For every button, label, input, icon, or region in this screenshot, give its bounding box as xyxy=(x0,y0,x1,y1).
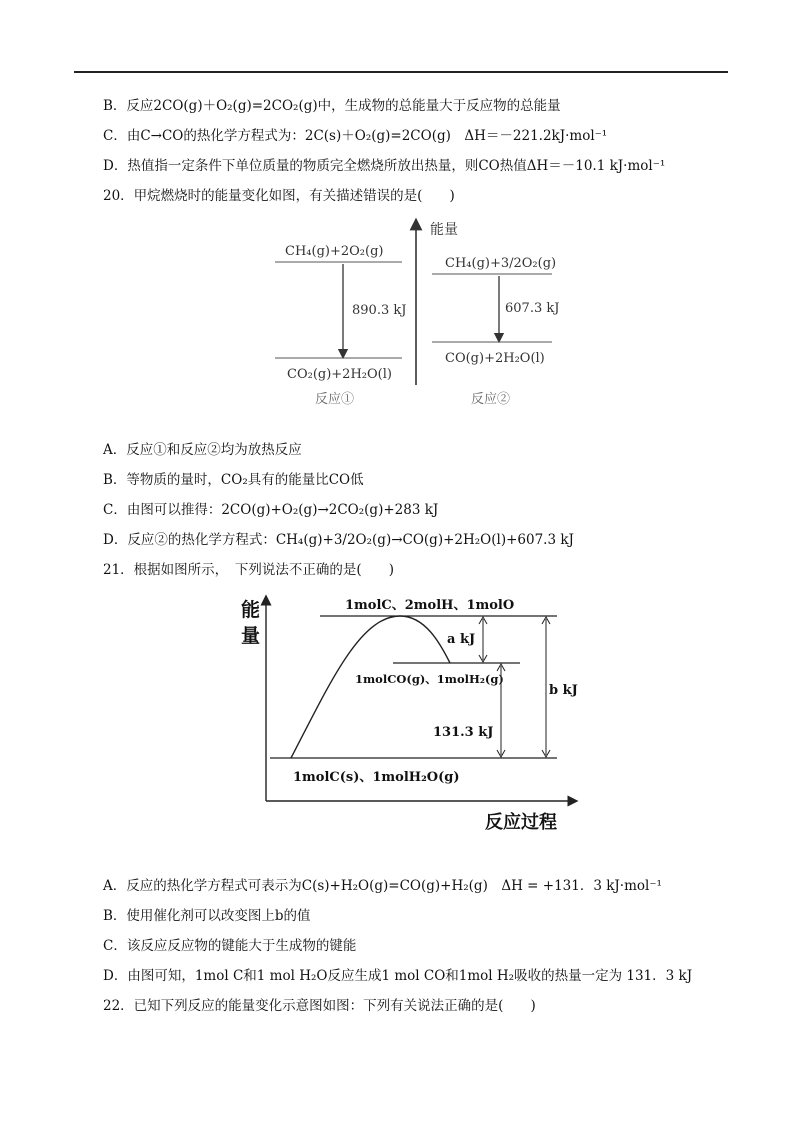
q20-option-a: A．反应①和反应②均为放热反应 xyxy=(103,442,302,458)
q20-energy-diagram xyxy=(270,210,560,415)
q19-option-c: C．由C→CO的热化学方程式为：2C(s)＋O₂(g)=2CO(g) ΔH＝－221.2kJ·mol⁻¹ xyxy=(103,128,608,144)
r1-value: 890.3 kJ xyxy=(352,303,407,318)
bottom-level-label: 1molC(s)、1molH₂O(g) xyxy=(293,770,460,785)
r2-products: CO(g)+2H₂O(l) xyxy=(445,351,545,366)
r1-products: CO₂(g)+2H₂O(l) xyxy=(287,367,392,382)
y-axis-label-1: 能 xyxy=(241,599,261,621)
q21-stem: 21．根据如图所示， 下列说法不正确的是( ) xyxy=(103,562,394,578)
q22-stem: 22．已知下列反应的能量变化示意图如图：下列有关说法正确的是( ) xyxy=(103,998,536,1014)
x-axis-label: 反应过程 xyxy=(485,812,557,833)
r2-reactants: CH₄(g)+3/2O₂(g) xyxy=(445,256,557,271)
q21-option-b: B．使用催化剂可以改变图上b的值 xyxy=(103,908,311,924)
q21-option-d: D．由图可知，1mol C和1 mol H₂O反应生成1 mol CO和1mol H₂吸收的热量一定为 131．3 kJ xyxy=(103,968,693,984)
r1-caption: 反应① xyxy=(315,392,355,407)
energy-axis-label: 能量 xyxy=(430,222,458,238)
q20-option-c: C．由图可以推得：2CO(g)+O₂(g)→2CO₂(g)+283 kJ xyxy=(103,502,439,518)
top-level-label: 1molC、2molH、1molO xyxy=(345,598,515,613)
q19-option-d: D．热值指一定条件下单位质量的物质完全燃烧所放出热量，则CO热值ΔH＝－10.1 kJ·mol⁻¹ xyxy=(103,158,666,174)
q21-option-a: A．反应的热化学方程式可表示为C(s)+H₂O(g)=CO(g)+H₂(g) ΔH = +131．3 kJ·mol⁻¹ xyxy=(103,878,662,894)
q21-option-c: C．该反应反应物的键能大于生成物的键能 xyxy=(103,938,357,954)
q20-stem: 20．甲烷燃烧时的能量变化如图，有关描述错误的是( ) xyxy=(103,188,455,204)
b-label: b kJ xyxy=(549,683,578,698)
q20-option-b: B．等物质的量时，CO₂具有的能量比CO低 xyxy=(103,472,364,488)
mid-level-label: 1molCO(g)、1molH₂(g) xyxy=(355,672,504,686)
top-rule xyxy=(74,71,728,73)
r1-reactants: CH₄(g)+2O₂(g) xyxy=(285,244,384,259)
q21-energy-diagram xyxy=(235,588,585,836)
q19-option-b: B．反应2CO(g)＋O₂(g)=2CO₂(g)中，生成物的总能量大于反应物的总能量 xyxy=(103,98,561,114)
q20-option-d: D．反应②的热化学方程式：CH₄(g)+3/2O₂(g)→CO(g)+2H₂O(l)+607.3 kJ xyxy=(103,532,574,548)
y-axis-label-2: 量 xyxy=(241,625,261,647)
r2-caption: 反应② xyxy=(471,392,511,407)
r2-value: 607.3 kJ xyxy=(505,301,560,316)
reaction-curve xyxy=(291,616,450,758)
value-label: 131.3 kJ xyxy=(433,725,494,740)
a-label: a kJ xyxy=(447,632,476,647)
